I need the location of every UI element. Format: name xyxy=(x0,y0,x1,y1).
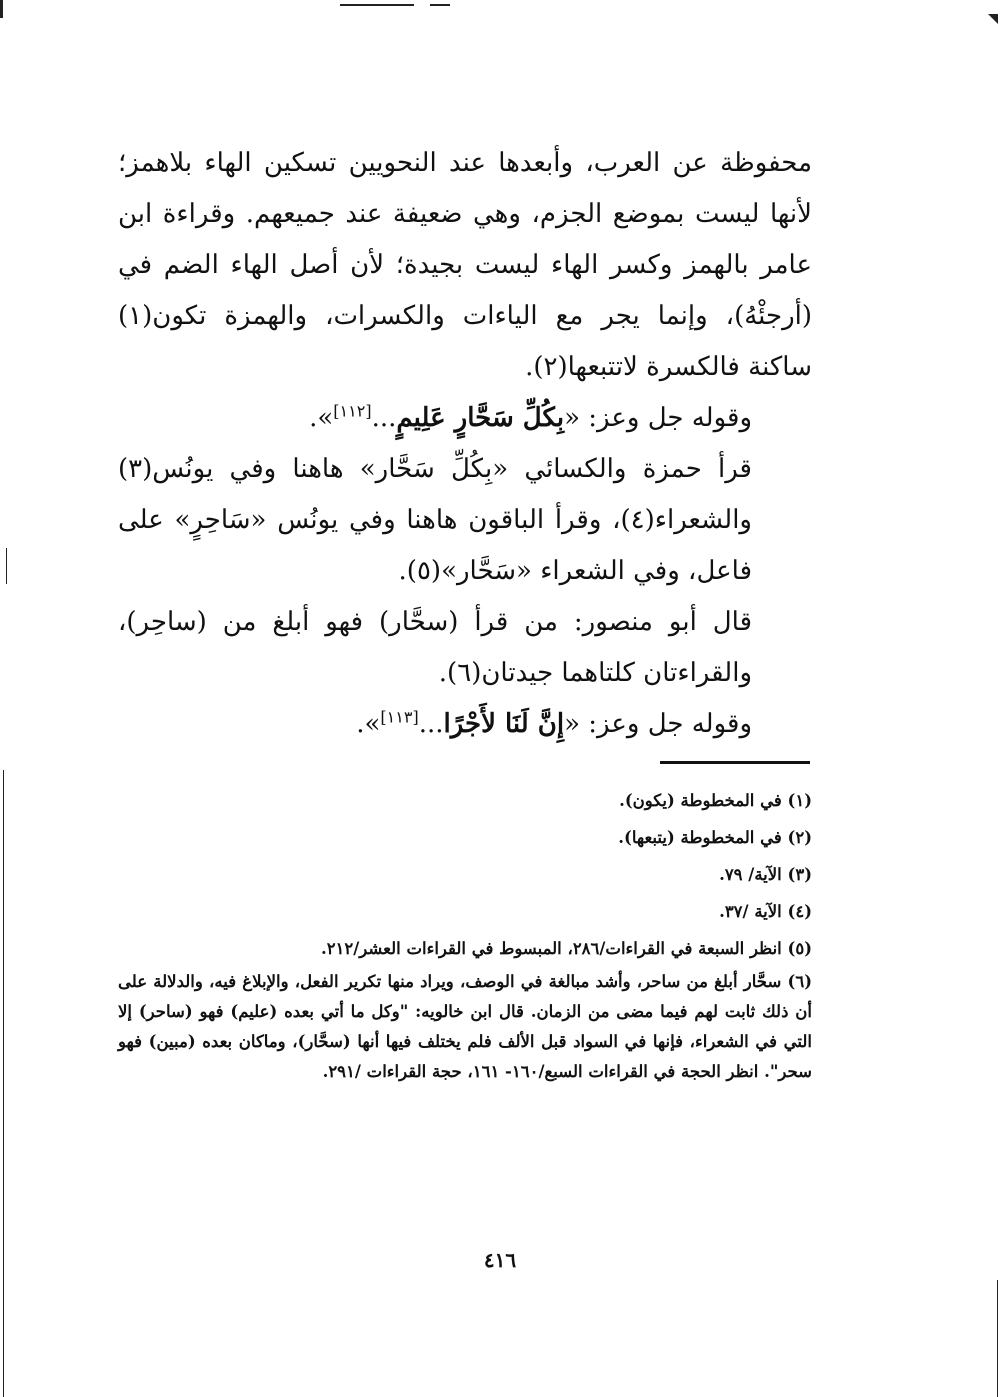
footnote-6: (٦) سحَّار أبلغ من ساحر، وأشد مبالغة في الوصف، ويراد منها تكرير الفعل، والإبلاغ فيه، والدلالة على أن ذلك ثابت لهم فيما مضى من الزمان. قال ابن خالويه: "وكل ما أتي بعده (عليم) فهو (ساحر) إلا التي في الشعراء، فإنها في السواد قبل الألف فلم يختلف فيها أنها (سحَّار)، وماكان بعده (مبين) فهو سحر". انظر الحجة في القراءات السبع/١٦٠- ١٦١، حجة القراءات /٢٩١. xyxy=(118,972,812,1081)
scan-top-rule-short xyxy=(430,4,450,6)
paragraph-1: محفوظة عن العرب، وأبعدها عند النحويين تسكين الهاء بلاهمز؛ لأنها ليست بموضع الجزم، وهي ضعيفة عند جميعهم. وقراءة ابن عامر بالهمز وكسر الهاء ليست بجيدة؛ لأن أصل الهاء الضم في (أرجئْهُ)، وإنما يجر مع الياءات والكسرات، والهمزة تكون(١) ساكنة فالكسرة لاتتبعها(٢). xyxy=(118,148,812,382)
verse-close: ». xyxy=(309,403,334,433)
verse-intro: وقوله جل وعز: « xyxy=(564,709,752,739)
footnote-1: (١) في المخطوطة (يكون). xyxy=(619,791,812,810)
footnote-2: (٢) في المخطوطة (يتبعها). xyxy=(618,828,812,847)
ellipsis: ... xyxy=(371,403,397,433)
body-text xyxy=(118,138,812,750)
verse-number: [١١٣] xyxy=(380,707,419,727)
footnote-4: (٤) الآية /٣٧. xyxy=(719,902,812,921)
footnote-3: (٣) الآية/ ٧٩. xyxy=(719,865,812,884)
verse-line-113 xyxy=(118,699,812,750)
page-number: ٤١٦ xyxy=(483,1248,517,1272)
footnote-5: (٥) انظر السبعة في القراءات/٢٨٦، المبسوط في القراءات العشر/٢١٢. xyxy=(320,939,812,958)
paragraph-3: قرأ حمزة والكسائي «بِكُلِّ سَحَّار» هاهنا وفي يونُس(٣) والشعراء(٤)، وقرأ الباقون هاهنا وفي يونُس «سَاحِرٍ» على فاعل، وفي الشعراء «سَحَّار»(٥). xyxy=(118,454,752,586)
scan-left-edge-line xyxy=(3,770,4,1397)
scan-top-rule xyxy=(340,4,414,6)
quran-verse: إِنَّ لَنَا لأَجْرًا xyxy=(443,709,565,739)
verse-line-112 xyxy=(118,393,812,444)
scan-corner-mark xyxy=(0,0,3,18)
footnotes xyxy=(118,782,812,1087)
verse-close: ». xyxy=(356,709,381,739)
verse-intro: وقوله جل وعز: « xyxy=(564,403,752,433)
quran-verse: بِكُلِّ سَحَّارٍ عَلِيمٍ xyxy=(396,403,565,433)
ellipsis: ... xyxy=(418,709,444,739)
scan-left-edge-mark xyxy=(6,548,7,584)
verse-number: [١١٢] xyxy=(333,401,372,421)
footnote-separator xyxy=(660,761,810,764)
scan-right-edge-line xyxy=(997,1280,998,1397)
paragraph-4: قال أبو منصور: من قرأ (سحَّار) فهو أبلغ من (ساحِر)، والقراءتان كلتاهما جيدتان(٦). xyxy=(118,607,752,688)
scan-corner-triangle xyxy=(988,14,998,24)
